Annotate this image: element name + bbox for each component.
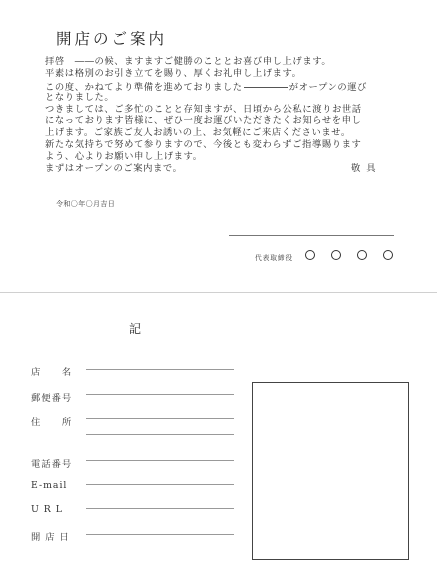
email-label: E-mail bbox=[31, 480, 68, 491]
signature-circle-icon bbox=[357, 250, 367, 260]
letter-line: となりました。 bbox=[45, 91, 115, 103]
postal-code-field[interactable] bbox=[86, 394, 234, 395]
address-field-line2[interactable] bbox=[86, 434, 234, 435]
closing-word: 敬具 bbox=[351, 163, 382, 175]
url-label: U R L bbox=[31, 504, 63, 515]
letter-line-part: この度、かねてより準備を進めておりました bbox=[45, 81, 243, 93]
letter-line: つきましては、ご多忙のことと存知ますが、日頃から公私に渡りお世話 bbox=[45, 103, 362, 115]
shop-name-label: 店 名 bbox=[31, 367, 73, 378]
opening-date-label: 開 店 日 bbox=[31, 532, 70, 543]
address-label: 住 所 bbox=[31, 417, 73, 428]
shop-name-field[interactable] bbox=[86, 369, 234, 370]
letter-line: 新たな気持ちで努めて参りますので、今後とも変わらずご指導賜ります bbox=[45, 139, 362, 151]
letter-line bbox=[45, 163, 403, 175]
opening-date-field[interactable] bbox=[86, 534, 234, 535]
signature-circle-icon bbox=[331, 250, 341, 260]
photo-placeholder bbox=[252, 382, 409, 560]
letter-line: 拝啓 ――の候、ますますご健勝のこととお喜び申し上げます。 bbox=[45, 56, 332, 67]
letter-line: 上げます。ご家族ご友人お誘いの上、お気軽にご来店くださいませ。 bbox=[45, 127, 351, 139]
signature-circle-icon bbox=[383, 250, 393, 260]
signature-circle-icon bbox=[305, 250, 315, 260]
details-section bbox=[0, 293, 437, 584]
signature-label: 代表取締役 bbox=[255, 254, 293, 262]
form-heading: 記 bbox=[129, 322, 142, 336]
signature-line bbox=[229, 235, 394, 236]
letter-line: になっております皆様に、ぜひ一度お運びいただきたくお知らせを申し bbox=[45, 115, 362, 127]
shop-name-blank bbox=[244, 80, 288, 88]
phone-label: 電話番号 bbox=[31, 459, 73, 470]
url-field[interactable] bbox=[86, 508, 234, 509]
email-field[interactable] bbox=[86, 484, 234, 485]
address-field[interactable] bbox=[86, 418, 234, 419]
postal-code-label: 郵便番号 bbox=[31, 393, 73, 404]
letter-line: 平素は格別のお引き立てを賜り、厚くお礼申し上げます。 bbox=[45, 67, 302, 79]
page-title: 開店のご案内 bbox=[56, 30, 168, 48]
letter-line-part: がオープンの運び bbox=[288, 81, 368, 93]
letter-line: よう、心よりお願い申し上げます。 bbox=[45, 151, 203, 163]
date-text: 令和〇年〇月吉日 bbox=[56, 200, 116, 208]
letter-line bbox=[45, 80, 403, 92]
phone-field[interactable] bbox=[86, 460, 234, 461]
letter-body bbox=[45, 56, 403, 175]
letter-line-part: まずはオープンのご案内まで。 bbox=[45, 163, 183, 175]
